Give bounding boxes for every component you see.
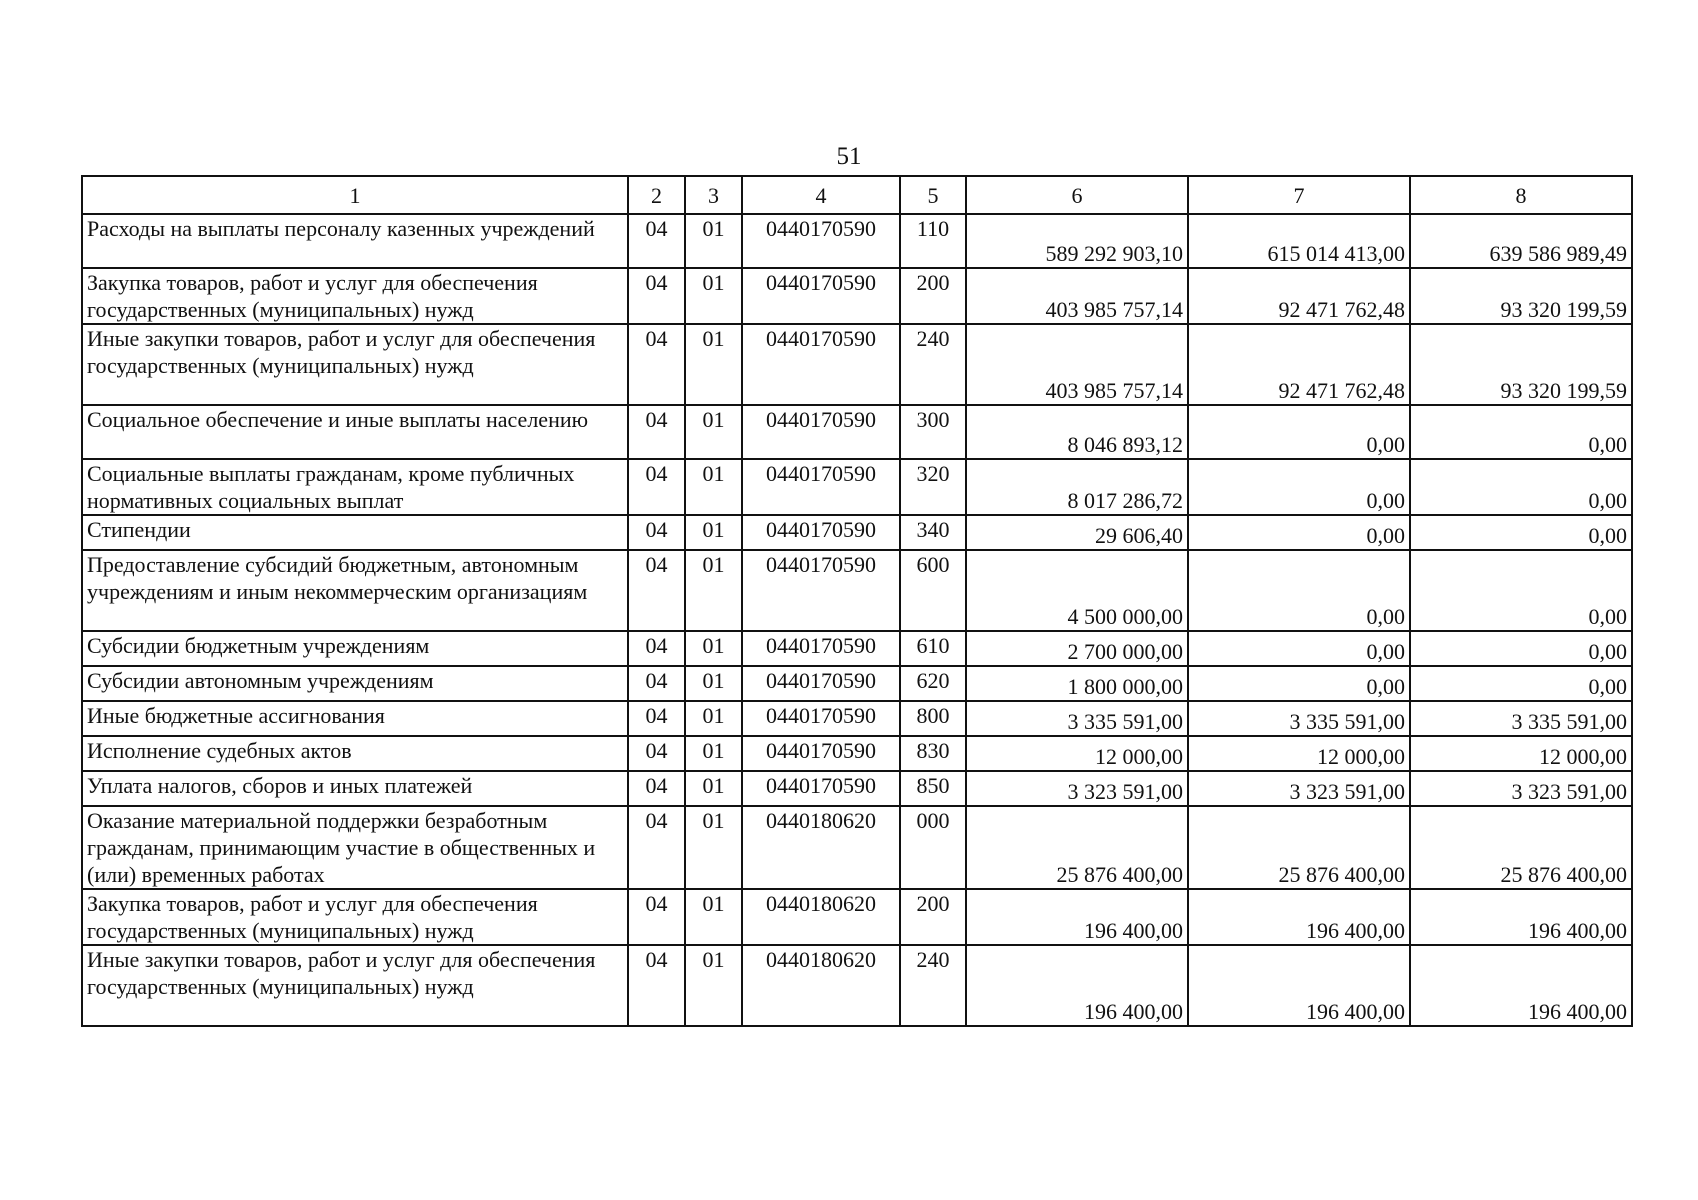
row-name-cell: Исполнение судебных актов	[82, 736, 628, 771]
expense-type-cell: 850	[900, 771, 966, 806]
row-name-cell: Иные закупки товаров, работ и услуг для обеспечения государственных (муниципальных) нужд	[82, 945, 628, 1026]
amount-col6-cell: 4 500 000,00	[966, 550, 1188, 631]
row-name-cell: Закупка товаров, работ и услуг для обеспечения государственных (муниципальных) нужд	[82, 889, 628, 945]
amount-col7-cell: 0,00	[1188, 631, 1410, 666]
table-row	[82, 771, 1632, 806]
table-row	[82, 324, 1632, 405]
table-row	[82, 666, 1632, 701]
amount-col6-cell: 29 606,40	[966, 515, 1188, 550]
expense-type-cell: 340	[900, 515, 966, 550]
amount-col6-cell: 25 876 400,00	[966, 806, 1188, 889]
amount-col8-cell: 0,00	[1410, 550, 1632, 631]
subsection-code-cell: 01	[685, 631, 742, 666]
target-article-cell: 0440170590	[742, 268, 900, 324]
section-code-cell: 04	[628, 550, 685, 631]
table-row	[82, 459, 1632, 515]
section-code-cell: 04	[628, 806, 685, 889]
expense-type-cell: 300	[900, 405, 966, 459]
row-name-cell: Социальные выплаты гражданам, кроме публичных нормативных социальных выплат	[82, 459, 628, 515]
subsection-code-cell: 01	[685, 889, 742, 945]
section-code-cell: 04	[628, 515, 685, 550]
subsection-code-cell: 01	[685, 214, 742, 268]
target-article-cell: 0440170590	[742, 550, 900, 631]
section-code-cell: 04	[628, 666, 685, 701]
expense-type-cell: 600	[900, 550, 966, 631]
expense-type-cell: 000	[900, 806, 966, 889]
row-name-cell: Оказание материальной поддержки безработным гражданам, принимающим участие в общественных и (или) временных работах	[82, 806, 628, 889]
amount-col8-cell: 0,00	[1410, 459, 1632, 515]
page-number: 51	[836, 143, 862, 170]
table-row	[82, 806, 1632, 889]
expense-type-cell: 240	[900, 324, 966, 405]
amount-col7-cell: 0,00	[1188, 666, 1410, 701]
section-code-cell: 04	[628, 945, 685, 1026]
column-header: 6	[966, 176, 1188, 214]
expense-type-cell: 320	[900, 459, 966, 515]
subsection-code-cell: 01	[685, 806, 742, 889]
row-name-cell: Иные закупки товаров, работ и услуг для обеспечения государственных (муниципальных) нужд	[82, 324, 628, 405]
amount-col6-cell: 1 800 000,00	[966, 666, 1188, 701]
amount-col8-cell: 639 586 989,49	[1410, 214, 1632, 268]
amount-col8-cell: 25 876 400,00	[1410, 806, 1632, 889]
row-name-cell: Закупка товаров, работ и услуг для обеспечения государственных (муниципальных) нужд	[82, 268, 628, 324]
amount-col6-cell: 3 323 591,00	[966, 771, 1188, 806]
target-article-cell: 0440170590	[742, 736, 900, 771]
amount-col8-cell: 3 323 591,00	[1410, 771, 1632, 806]
target-article-cell: 0440170590	[742, 324, 900, 405]
amount-col6-cell: 196 400,00	[966, 889, 1188, 945]
amount-col8-cell: 0,00	[1410, 666, 1632, 701]
section-code-cell: 04	[628, 268, 685, 324]
expense-type-cell: 610	[900, 631, 966, 666]
table-row	[82, 405, 1632, 459]
column-header: 7	[1188, 176, 1410, 214]
target-article-cell: 0440170590	[742, 459, 900, 515]
expense-type-cell: 200	[900, 268, 966, 324]
table-body	[82, 176, 1632, 1026]
amount-col6-cell: 8 017 286,72	[966, 459, 1188, 515]
subsection-code-cell: 01	[685, 736, 742, 771]
table-row	[82, 631, 1632, 666]
section-code-cell: 04	[628, 736, 685, 771]
row-name-cell: Субсидии автономным учреждениям	[82, 666, 628, 701]
column-header: 3	[685, 176, 742, 214]
amount-col7-cell: 25 876 400,00	[1188, 806, 1410, 889]
column-header: 2	[628, 176, 685, 214]
target-article-cell: 0440180620	[742, 945, 900, 1026]
amount-col8-cell: 196 400,00	[1410, 945, 1632, 1026]
amount-col7-cell: 12 000,00	[1188, 736, 1410, 771]
table-row	[82, 889, 1632, 945]
section-code-cell: 04	[628, 889, 685, 945]
row-name-cell: Социальное обеспечение и иные выплаты населению	[82, 405, 628, 459]
row-name-cell: Предоставление субсидий бюджетным, автономным учреждениям и иным некоммерческим организациям	[82, 550, 628, 631]
column-header: 4	[742, 176, 900, 214]
table-row	[82, 701, 1632, 736]
target-article-cell: 0440170590	[742, 214, 900, 268]
amount-col7-cell: 92 471 762,48	[1188, 268, 1410, 324]
table-row	[82, 515, 1632, 550]
subsection-code-cell: 01	[685, 771, 742, 806]
expense-type-cell: 830	[900, 736, 966, 771]
amount-col8-cell: 0,00	[1410, 405, 1632, 459]
subsection-code-cell: 01	[685, 550, 742, 631]
subsection-code-cell: 01	[685, 324, 742, 405]
amount-col7-cell: 0,00	[1188, 515, 1410, 550]
table-row	[82, 550, 1632, 631]
amount-col8-cell: 0,00	[1410, 631, 1632, 666]
subsection-code-cell: 01	[685, 701, 742, 736]
section-code-cell: 04	[628, 631, 685, 666]
target-article-cell: 0440170590	[742, 405, 900, 459]
amount-col6-cell: 403 985 757,14	[966, 268, 1188, 324]
subsection-code-cell: 01	[685, 945, 742, 1026]
amount-col8-cell: 3 335 591,00	[1410, 701, 1632, 736]
expense-type-cell: 110	[900, 214, 966, 268]
amount-col6-cell: 403 985 757,14	[966, 324, 1188, 405]
amount-col8-cell: 0,00	[1410, 515, 1632, 550]
subsection-code-cell: 01	[685, 459, 742, 515]
subsection-code-cell: 01	[685, 268, 742, 324]
target-article-cell: 0440170590	[742, 631, 900, 666]
column-header: 5	[900, 176, 966, 214]
amount-col8-cell: 196 400,00	[1410, 889, 1632, 945]
row-name-cell: Расходы на выплаты персоналу казенных учреждений	[82, 214, 628, 268]
amount-col6-cell: 196 400,00	[966, 945, 1188, 1026]
header-row	[82, 176, 1632, 214]
column-header: 1	[82, 176, 628, 214]
amount-col6-cell: 12 000,00	[966, 736, 1188, 771]
amount-col7-cell: 615 014 413,00	[1188, 214, 1410, 268]
expense-type-cell: 200	[900, 889, 966, 945]
target-article-cell: 0440170590	[742, 666, 900, 701]
target-article-cell: 0440170590	[742, 515, 900, 550]
expense-type-cell: 240	[900, 945, 966, 1026]
amount-col7-cell: 0,00	[1188, 550, 1410, 631]
section-code-cell: 04	[628, 324, 685, 405]
section-code-cell: 04	[628, 459, 685, 515]
target-article-cell: 0440170590	[742, 701, 900, 736]
amount-col8-cell: 93 320 199,59	[1410, 268, 1632, 324]
section-code-cell: 04	[628, 701, 685, 736]
amount-col8-cell: 93 320 199,59	[1410, 324, 1632, 405]
table-row	[82, 268, 1632, 324]
row-name-cell: Субсидии бюджетным учреждениям	[82, 631, 628, 666]
amount-col7-cell: 3 323 591,00	[1188, 771, 1410, 806]
amount-col7-cell: 0,00	[1188, 459, 1410, 515]
section-code-cell: 04	[628, 771, 685, 806]
subsection-code-cell: 01	[685, 405, 742, 459]
column-header: 8	[1410, 176, 1632, 214]
table-row	[82, 214, 1632, 268]
section-code-cell: 04	[628, 405, 685, 459]
row-name-cell: Уплата налогов, сборов и иных платежей	[82, 771, 628, 806]
target-article-cell: 0440180620	[742, 889, 900, 945]
amount-col6-cell: 2 700 000,00	[966, 631, 1188, 666]
section-code-cell: 04	[628, 214, 685, 268]
row-name-cell: Иные бюджетные ассигнования	[82, 701, 628, 736]
budget-table	[81, 175, 1633, 1027]
amount-col7-cell: 0,00	[1188, 405, 1410, 459]
table-row	[82, 945, 1632, 1026]
amount-col7-cell: 196 400,00	[1188, 945, 1410, 1026]
subsection-code-cell: 01	[685, 515, 742, 550]
amount-col7-cell: 92 471 762,48	[1188, 324, 1410, 405]
amount-col6-cell: 589 292 903,10	[966, 214, 1188, 268]
amount-col6-cell: 8 046 893,12	[966, 405, 1188, 459]
expense-type-cell: 800	[900, 701, 966, 736]
amount-col7-cell: 196 400,00	[1188, 889, 1410, 945]
target-article-cell: 0440180620	[742, 806, 900, 889]
subsection-code-cell: 01	[685, 666, 742, 701]
amount-col7-cell: 3 335 591,00	[1188, 701, 1410, 736]
expense-type-cell: 620	[900, 666, 966, 701]
amount-col6-cell: 3 335 591,00	[966, 701, 1188, 736]
table-row	[82, 736, 1632, 771]
amount-col8-cell: 12 000,00	[1410, 736, 1632, 771]
target-article-cell: 0440170590	[742, 771, 900, 806]
row-name-cell: Стипендии	[82, 515, 628, 550]
